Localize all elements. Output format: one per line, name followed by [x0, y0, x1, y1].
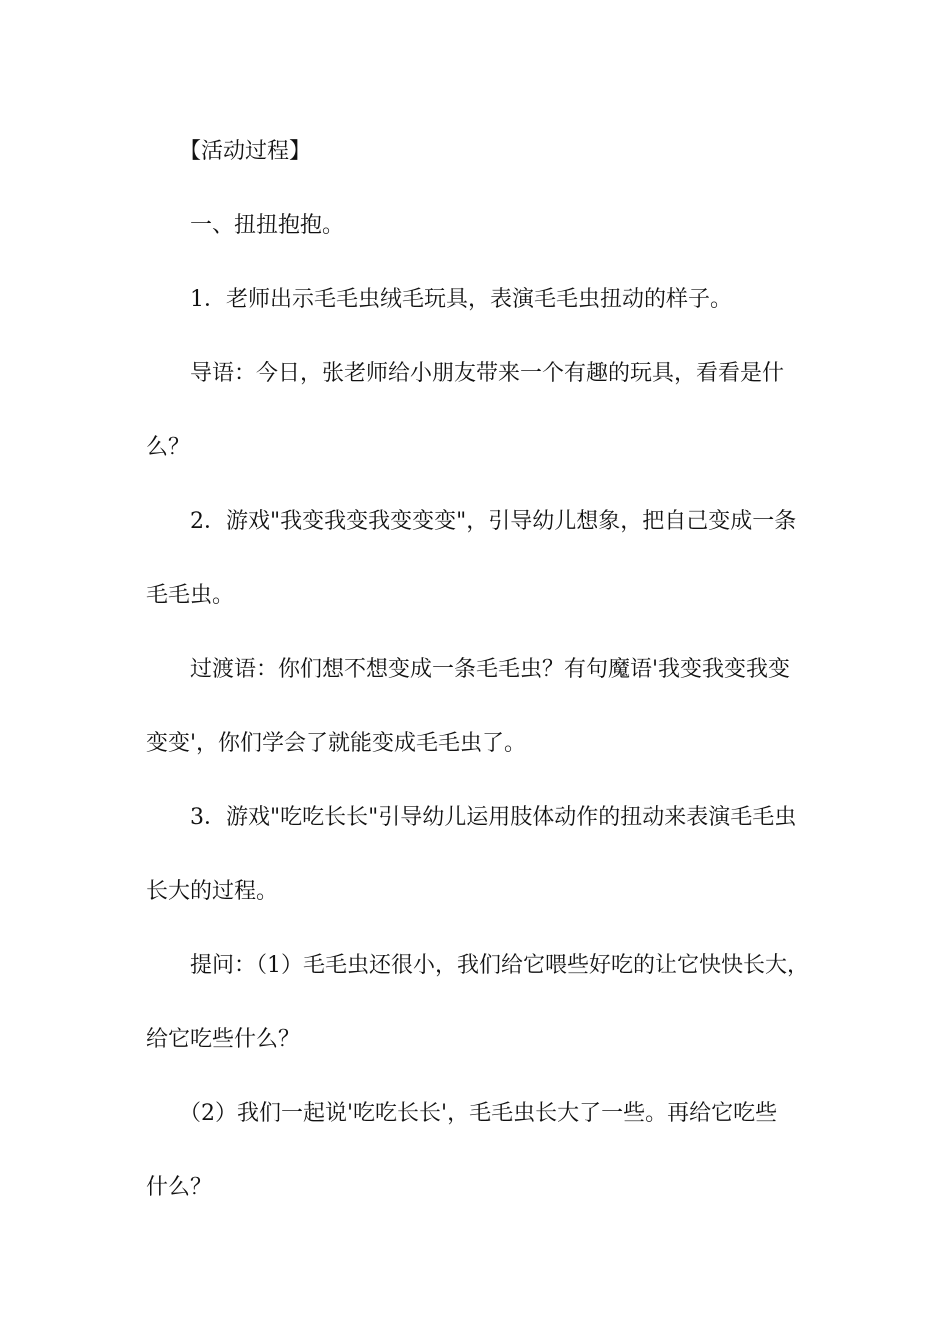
paragraph-line: （2）我们一起说'吃吃长长'，毛毛虫长大了一些。再给它吃些 — [146, 1101, 778, 1126]
paragraph-line: 么？ — [146, 435, 191, 460]
paragraph-line: 长大的过程。 — [146, 879, 279, 904]
paragraph-line: 给它吃些什么？ — [146, 1027, 301, 1052]
document-body — [146, 130, 810, 1240]
subsection-heading: 一、扭扭抱抱。 — [146, 213, 345, 238]
paragraph-line: 什么？ — [146, 1175, 213, 1200]
paragraph-line: 变变'，你们学会了就能变成毛毛虫了。 — [146, 731, 527, 756]
paragraph-line: 1．老师出示毛毛虫绒毛玩具，表演毛毛虫扭动的样子。 — [146, 287, 732, 312]
paragraph-line: 3．游戏"吃吃长长"引导幼儿运用肢体动作的扭动来表演毛毛虫 — [146, 805, 797, 830]
paragraph-line: 毛毛虫。 — [146, 583, 235, 608]
section-heading: 【活动过程】 — [146, 139, 312, 164]
paragraph-line: 提问：（1）毛毛虫还很小，我们给它喂些好吃的让它快快长大， — [146, 953, 809, 978]
paragraph-line: 2．游戏"我变我变我变变变"，引导幼儿想象，把自己变成一条 — [146, 509, 797, 534]
paragraph-line: 过渡语：你们想不想变成一条毛毛虫？有句魔语'我变我变我变 — [146, 657, 791, 682]
paragraph-line: 导语：今日，张老师给小朋友带来一个有趣的玩具，看看是什 — [146, 361, 785, 386]
